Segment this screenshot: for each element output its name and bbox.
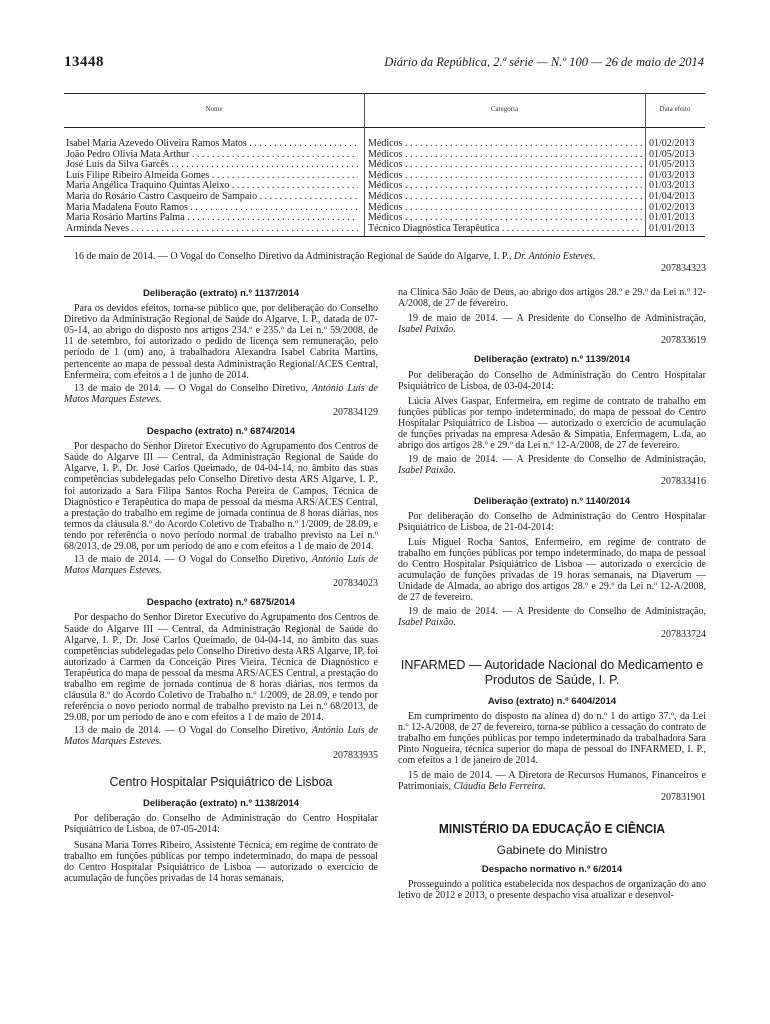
signature-text: 13 de maio de 2014. — O Vogal do Conselho Diretivo, [74, 382, 312, 394]
table-cell-date: 01/03/2013 [649, 181, 695, 192]
table-cell-name: Isabel Maria Azevedo Oliveira Ramos Matos . . . [66, 139, 358, 150]
paragraph: Luís Miguel Rocha Santos, Enfermeiro, em regime de contrato de trabalho em funções públicas por tempo indeterminado, do mapa de pessoal do Centro Hospitalar Psiquiátrico de Lisboa — autorizado o exercício de acumulação de funções privadas de 19 horas semanais, na Diaverum — Unidade de Almada, ao abrigo dos artigos 28.º e 29.º da Lei n.º 12-A/2008, de 27 de fevereiro. [398, 536, 706, 604]
table-cell-name: Luís Filipe Ribeiro Almeida Gomes . . . [66, 171, 358, 182]
table-cell-category: Técnico Diagnóstica Terapêutica . . . [368, 224, 642, 235]
table-header-date: Data efeito [659, 105, 691, 113]
signature-line [398, 313, 706, 335]
document-number: 207833416 [661, 476, 706, 488]
paragraph: Por despacho do Senhor Diretor Executivo do Agrupamento dos Centros de Saúde do Algarve III — Central, da Administração Regional de Saúde do Algarve, I. P., Dr. José Carlos Queimado, de 04-04-14, no âmbito das suas competências subdelegadas pelo Conselho Diretivo desta ARS Algarve, IP, foi autorizado à Carmen da Conceição Pires Vieira, Técnica de Diagnóstico e Terapêutica do mapa de pessoal da mesma ARS/ACES Central, a prestação do trabalho em regime de jornada contínua de 8 horas diárias, nos termos da cláusula 8.º do Acordo Coletivo de Trabalho n.º 1/2009, de 28.09, e tendo por referência o novo período normal de trabalho previsto na Lei n.º 68/2013, de 29.08, por um período de ano e com efeitos a 1 de maio de 2014. [64, 612, 378, 724]
org-title-chpl: Centro Hospitalar Psiquiátrico de Lisboa [109, 774, 333, 789]
table-cell-name: Arminda Neves . . . [66, 224, 358, 235]
heading-deliberacao-1139: Deliberação (extrato) n.º 1139/2014 [473, 354, 631, 366]
cabinet-title: Gabinete do Ministro [496, 842, 608, 857]
table-cell-date: 01/02/2013 [649, 139, 695, 149]
staff-table [64, 93, 705, 238]
table-cell-category: Médicos . . . [368, 203, 642, 214]
table-cell-category: Médicos . . . [368, 150, 642, 161]
signer-name: Isabel Paixão. [398, 617, 456, 629]
signature-text: 19 de maio de 2014. — A Presidente do Conselho de Administração, [408, 454, 706, 466]
left-column [64, 286, 378, 886]
paragraph: Por deliberação do Conselho de Administração do Centro Hospitalar Psiquiátrico de Lisboa, de 07-05-2014: [64, 812, 378, 835]
table-row [64, 192, 705, 203]
table-cell-date: 01/05/2013 [649, 160, 695, 171]
table-cell-date: 01/04/2013 [649, 192, 695, 202]
signature-line [398, 606, 706, 628]
table-cell-category: Médicos . . . [368, 171, 642, 182]
table-cell-category: Médicos . . . [368, 160, 642, 171]
document-number: 207831901 [661, 792, 706, 804]
signature-line [398, 454, 706, 476]
paragraph: Susana Maria Torres Ribeiro, Assistente Técnica, em regime de contrato de trabalho em funções públicas por tempo indeterminado, do mapa de pessoal do Centro Hospitalar Psiquiátrico de Lisboa — autorizado o exercício de acumulação de funções privadas de 14 horas semanais, [64, 839, 378, 885]
table-row [64, 160, 705, 171]
table-cell-name: João Pedro Olívia Mata Arthur . . . [66, 150, 358, 161]
heading-aviso-6404: Aviso (extrato) n.º 6404/2014 [487, 695, 617, 707]
table-cell-name: Maria do Rosário Castro Casqueiro de Sampaio . . . [66, 192, 358, 203]
paragraph: Por deliberação do Conselho de Administração do Centro Hospitalar Psiquiátrico de Lisboa, de 03-04-2014: [398, 369, 706, 392]
heading-deliberacao-1140: Deliberação (extrato) n.º 1140/2014 [473, 495, 631, 507]
heading-deliberacao-1137: Deliberação (extrato) n.º 1137/2014 [142, 288, 300, 299]
document-number: 207833619 [661, 335, 706, 347]
table-cell-name: Maria Rosário Martins Palma . . . [66, 213, 358, 224]
ministry-title: MINISTÉRIO DA EDUCAÇÃO E CIÊNCIA [438, 821, 666, 837]
heading-despacho-6874: Despacho (extrato) n.º 6874/2014 [146, 426, 296, 438]
table-cell-date: 01/03/2013 [649, 170, 695, 181]
right-column [398, 287, 706, 903]
page-number: 13448 [64, 54, 104, 70]
signature-line [64, 725, 378, 747]
signer-name: António Luís de Matos Marques Esteves. [64, 554, 378, 577]
table-row [64, 213, 705, 224]
heading-deliberacao-1138: Deliberação (extrato) n.º 1138/2014 [142, 797, 300, 809]
table-cell-category: Médicos . . . [368, 139, 642, 150]
table-cell-date: 01/05/2013 [649, 149, 695, 160]
signer-name: Cláudia Belo Ferreira. [453, 781, 546, 793]
document-number: 207833724 [661, 628, 706, 640]
paragraph: Por despacho do Senhor Diretor Executivo do Agrupamento dos Centros de Saúde do Algarve III — Central, da Administração Regional de Saúde do Algarve, I. P., Dr. José Carlos Queimado, de 04-04-14, no âmbito das suas competências subdelegadas pelo Conselho Diretivo desta ARS Algarve, I. P., foi autorizado a Sara Filipa Santos Rocha Pereira de Campos, Técnica de Diagnóstico e Terapêutica do mapa de pessoal da mesma ARS/ACES Central, a prestação do trabalho em regime de jornada contínua de 8 horas diárias, nos termos da cláusula 8.º do Acordo Coletivo de Trabalho n.º 1/2009, de 28.09, e tendo por referência o novo período normal de trabalho previsto na Lei n.º 68/2013, de 29.08, por um período de ano e com efeitos a 1 de maio de 2014. [64, 441, 378, 552]
table-row [64, 181, 705, 192]
paragraph: Prosseguindo a política estabelecida nos despachos de organização do ano letivo de 2012 e 2013, o presente despacho visa atualizar e desenvol- [398, 878, 706, 901]
table-cell-name: Maria Angélica Traquino Quintas Aleixo . . . [66, 181, 358, 192]
signature-text: 19 de maio de 2014. — A Presidente do Conselho de Administração, [408, 606, 706, 618]
table-header-name: Nome [205, 105, 223, 113]
signature-text: 15 de maio de 2014. — A Diretora de Recursos Humanos, Financeiros e Patrimoniais, [398, 770, 706, 793]
table-row [64, 150, 705, 161]
table-row [64, 139, 705, 150]
paragraph-continued: na Clínica São João de Deus, ao abrigo dos artigos 28.º e 29.º da Lei n.º 12-A/2008, de 27 de fevereiro. [398, 287, 706, 310]
org-title-infarmed: INFARMED — Autoridade Nacional do Medicamento e Produtos de Saúde, I. P. [400, 657, 704, 687]
signature-line [398, 770, 706, 792]
signer-name: António Luís de Matos Marques Esteves. [64, 382, 378, 405]
table-cell-name: Maria Madalena Fouto Ramos . . . [66, 203, 358, 214]
document-number: 207833935 [333, 749, 378, 761]
table-row [64, 224, 705, 235]
table-cell-name: José Luís da Silva Garcês . . . [66, 160, 358, 171]
top-signature-note [64, 251, 706, 274]
signature-line [64, 554, 378, 576]
table-row [64, 203, 705, 214]
table-cell-category: Médicos . . . [368, 181, 642, 192]
running-head: Diário da República, 2.ª série — N.º 100 — 26 de maio de 2014 [384, 55, 704, 69]
table-row [64, 171, 705, 182]
paragraph: Por deliberação do Conselho de Administração do Centro Hospitalar Psiquiátrico de Lisboa, de 21-04-2014: [398, 510, 706, 533]
signer-name: António Luís de Matos Marques Esteves. [64, 725, 378, 748]
top-note-number: 207834323 [661, 262, 706, 274]
top-note-text: 16 de maio de 2014. — O Vogal do Conselho Diretivo da Administração Regional de Saúde do Algarve, I. P., [74, 251, 514, 262]
heading-despacho-normativo-6: Despacho normativo n.º 6/2014 [481, 863, 623, 875]
document-number: 207834023 [333, 578, 378, 590]
heading-despacho-6875: Despacho (extrato) n.º 6875/2014 [146, 597, 296, 609]
table-cell-category: Médicos . . . [368, 213, 642, 224]
signature-text: 13 de maio de 2014. — O Vogal do Conselho Diretivo, [74, 554, 312, 566]
signer-name: Isabel Paixão. [398, 465, 456, 477]
table-cell-date: 01/01/2013 [649, 213, 695, 224]
top-note-signer: Dr. António Esteves. [513, 251, 596, 262]
signer-name: Isabel Paixão. [398, 324, 456, 336]
table-header-category: Categoria [490, 105, 519, 113]
paragraph: Em cumprimento do disposto na alínea d) do n.º 1 do artigo 37.º, da Lei n.º 12-A/2008, de 27 de fevereiro, torna-se público a cessação do contrato de trabalho em funções públicas por tempo indeterminado da trabalhadora Sara Pinto Nogueira, técnica superior do mapa de pessoal do INFARMED, I. P., com efeitos a 1 de janeiro de 2014. [398, 710, 706, 767]
table-cell-category: Médicos . . . [368, 192, 642, 203]
table-cell-date: 01/01/2013 [649, 223, 695, 234]
table-cell-date: 01/02/2013 [649, 202, 695, 213]
signature-text: 19 de maio de 2014. — A Presidente do Conselho de Administração, [408, 313, 706, 325]
paragraph: Para os devidos efeitos, torna-se público que, por deliberação do Conselho Diretivo da Administração Regional de Saúde do Algarve, I. P., datada de 07-05-14, ao abrigo do disposto nos artigos 234.º e 235.º da Lei n.º 59/2008, de 11 de setembro, foi autorizado o pedido de licença sem remuneração, pelo período de 1 (um) ano, à trabalhadora Alexandra Isabel Cabrita Martins, pertencente ao mapa de pessoal desta Administração Regional/ACES Central, Enfermeira, com efeitos a 1 de junho de 2014. [64, 303, 378, 381]
signature-line [64, 383, 378, 405]
document-number: 207834129 [333, 406, 378, 418]
paragraph: Lúcia Alves Gaspar, Enfermeira, em regime de contrato de trabalho em funções públicas por tempo indeterminado, do mapa de pessoal do Centro Hospitalar Psiquiátrico de Lisboa — autorizado o exercício de acumulação de funções privadas na empresa Adesão & Simpatia, Enfermagem, L.da, ao abrigo dos artigos 28.º e 29.º da Lei n.º 12-A/2008, de 27 de fevereiro. [398, 395, 706, 452]
signature-text: 13 de maio de 2014. — O Vogal do Conselho Diretivo, [74, 725, 312, 737]
